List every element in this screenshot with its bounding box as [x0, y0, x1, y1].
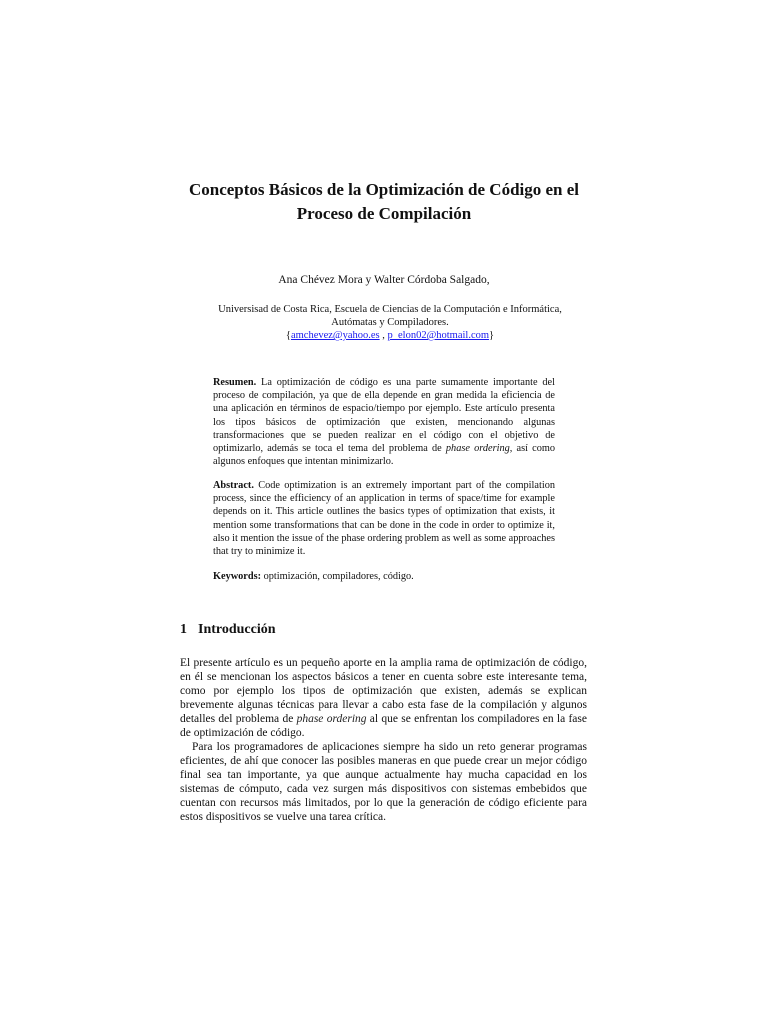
affiliation	[150, 303, 630, 342]
resumen-italic: phase ordering,	[445, 443, 513, 455]
keywords-text: optimización, compiladores, código.	[261, 571, 414, 582]
email-line	[150, 329, 630, 342]
section-title: Introducción	[198, 622, 276, 637]
resumen-text-1: La optimización de código es una parte sumamente importante del proceso de compilación, ya que de ella depende en gran medida la eficiencia de una aplicación en términos de espacio/tiempo por ejemplo. Este artículo presenta los tipos básicos de optimización que existen, mencionando algunas transformaciones que se pueden realizar en el código con el objetivo de optimizarlo, además se toca el tema del problema de	[213, 377, 555, 455]
keywords-paragraph	[213, 570, 555, 583]
email-separator: ,	[379, 330, 388, 341]
abstract-text: Code optimization is an extremely important part of the compilation process, since the efficiency of an application in terms of space/time for example depends on it. This article outlines the basics types of optimization that exists, it mention some transformations that can be done in the code in order to optimize it, also it mention the issue of the phase ordering problem as well as some approaches that try to minimize it.	[213, 480, 555, 558]
resumen-label: Resumen.	[213, 377, 257, 388]
section-heading	[180, 622, 276, 638]
p1-italic: phase ordering	[296, 713, 367, 725]
brace-open: {	[285, 330, 291, 341]
resumen-paragraph	[213, 376, 555, 468]
keywords-label: Keywords:	[213, 571, 262, 582]
title-line-2: Proceso de Compilación	[296, 204, 472, 223]
section-number: 1	[180, 622, 187, 637]
authors: Ana Chévez Mora y Walter Córdoba Salgado,	[278, 274, 490, 286]
abstract-label: Abstract.	[213, 480, 254, 491]
affiliation-line-1: Universisad de Costa Rica, Escuela de Ciencias de la Computación e Informática,	[218, 304, 562, 315]
p1-text-2: al que se enfrentan los compiladores en la fase de optimización de código.	[180, 713, 587, 739]
paper-title	[150, 178, 618, 226]
p1-text-1: El presente artículo es un pequeño aporte en la amplia rama de optimización de código, en él se mencionan los aspectos básicos a tener en cuenta sobre este interesante tema, como por ejemplo los tipos de optimización que existen, además se explican brevemente algunas técnicas para llevar a cabo esta fase de la compilación y algunos detalles del problema de	[180, 657, 587, 725]
email-link-1[interactable]: amchevez@yahoo.es	[290, 330, 380, 341]
affiliation-line-2: Autómatas y Compiladores.	[331, 317, 449, 328]
email-link-2[interactable]: p_elon02@hotmail.com	[387, 330, 490, 341]
title-line-1: Conceptos Básicos de la Optimización de Código en el	[188, 180, 580, 199]
brace-close: }	[489, 330, 495, 341]
intro-paragraph-2: Para los programadores de aplicaciones siempre ha sido un reto generar programas eficientes, de ahí que conocer las posibles maneras en que puede crear un mejor código final sea tan importante, ya que aunque actualmente hay mucha capacidad en los sistemas de cómputo, cada vez surgen más dispositivos con sistemas embebidos que cuentan con recursos más limitados, por lo que la generación de código eficiente para estos dispositivos se vuelve una tarea crítica.	[180, 741, 587, 823]
resumen-text-2: así como algunos enfoques que intentan minimizarlo.	[213, 443, 556, 468]
abstract-paragraph	[213, 479, 555, 558]
intro-paragraph-1	[180, 656, 587, 740]
